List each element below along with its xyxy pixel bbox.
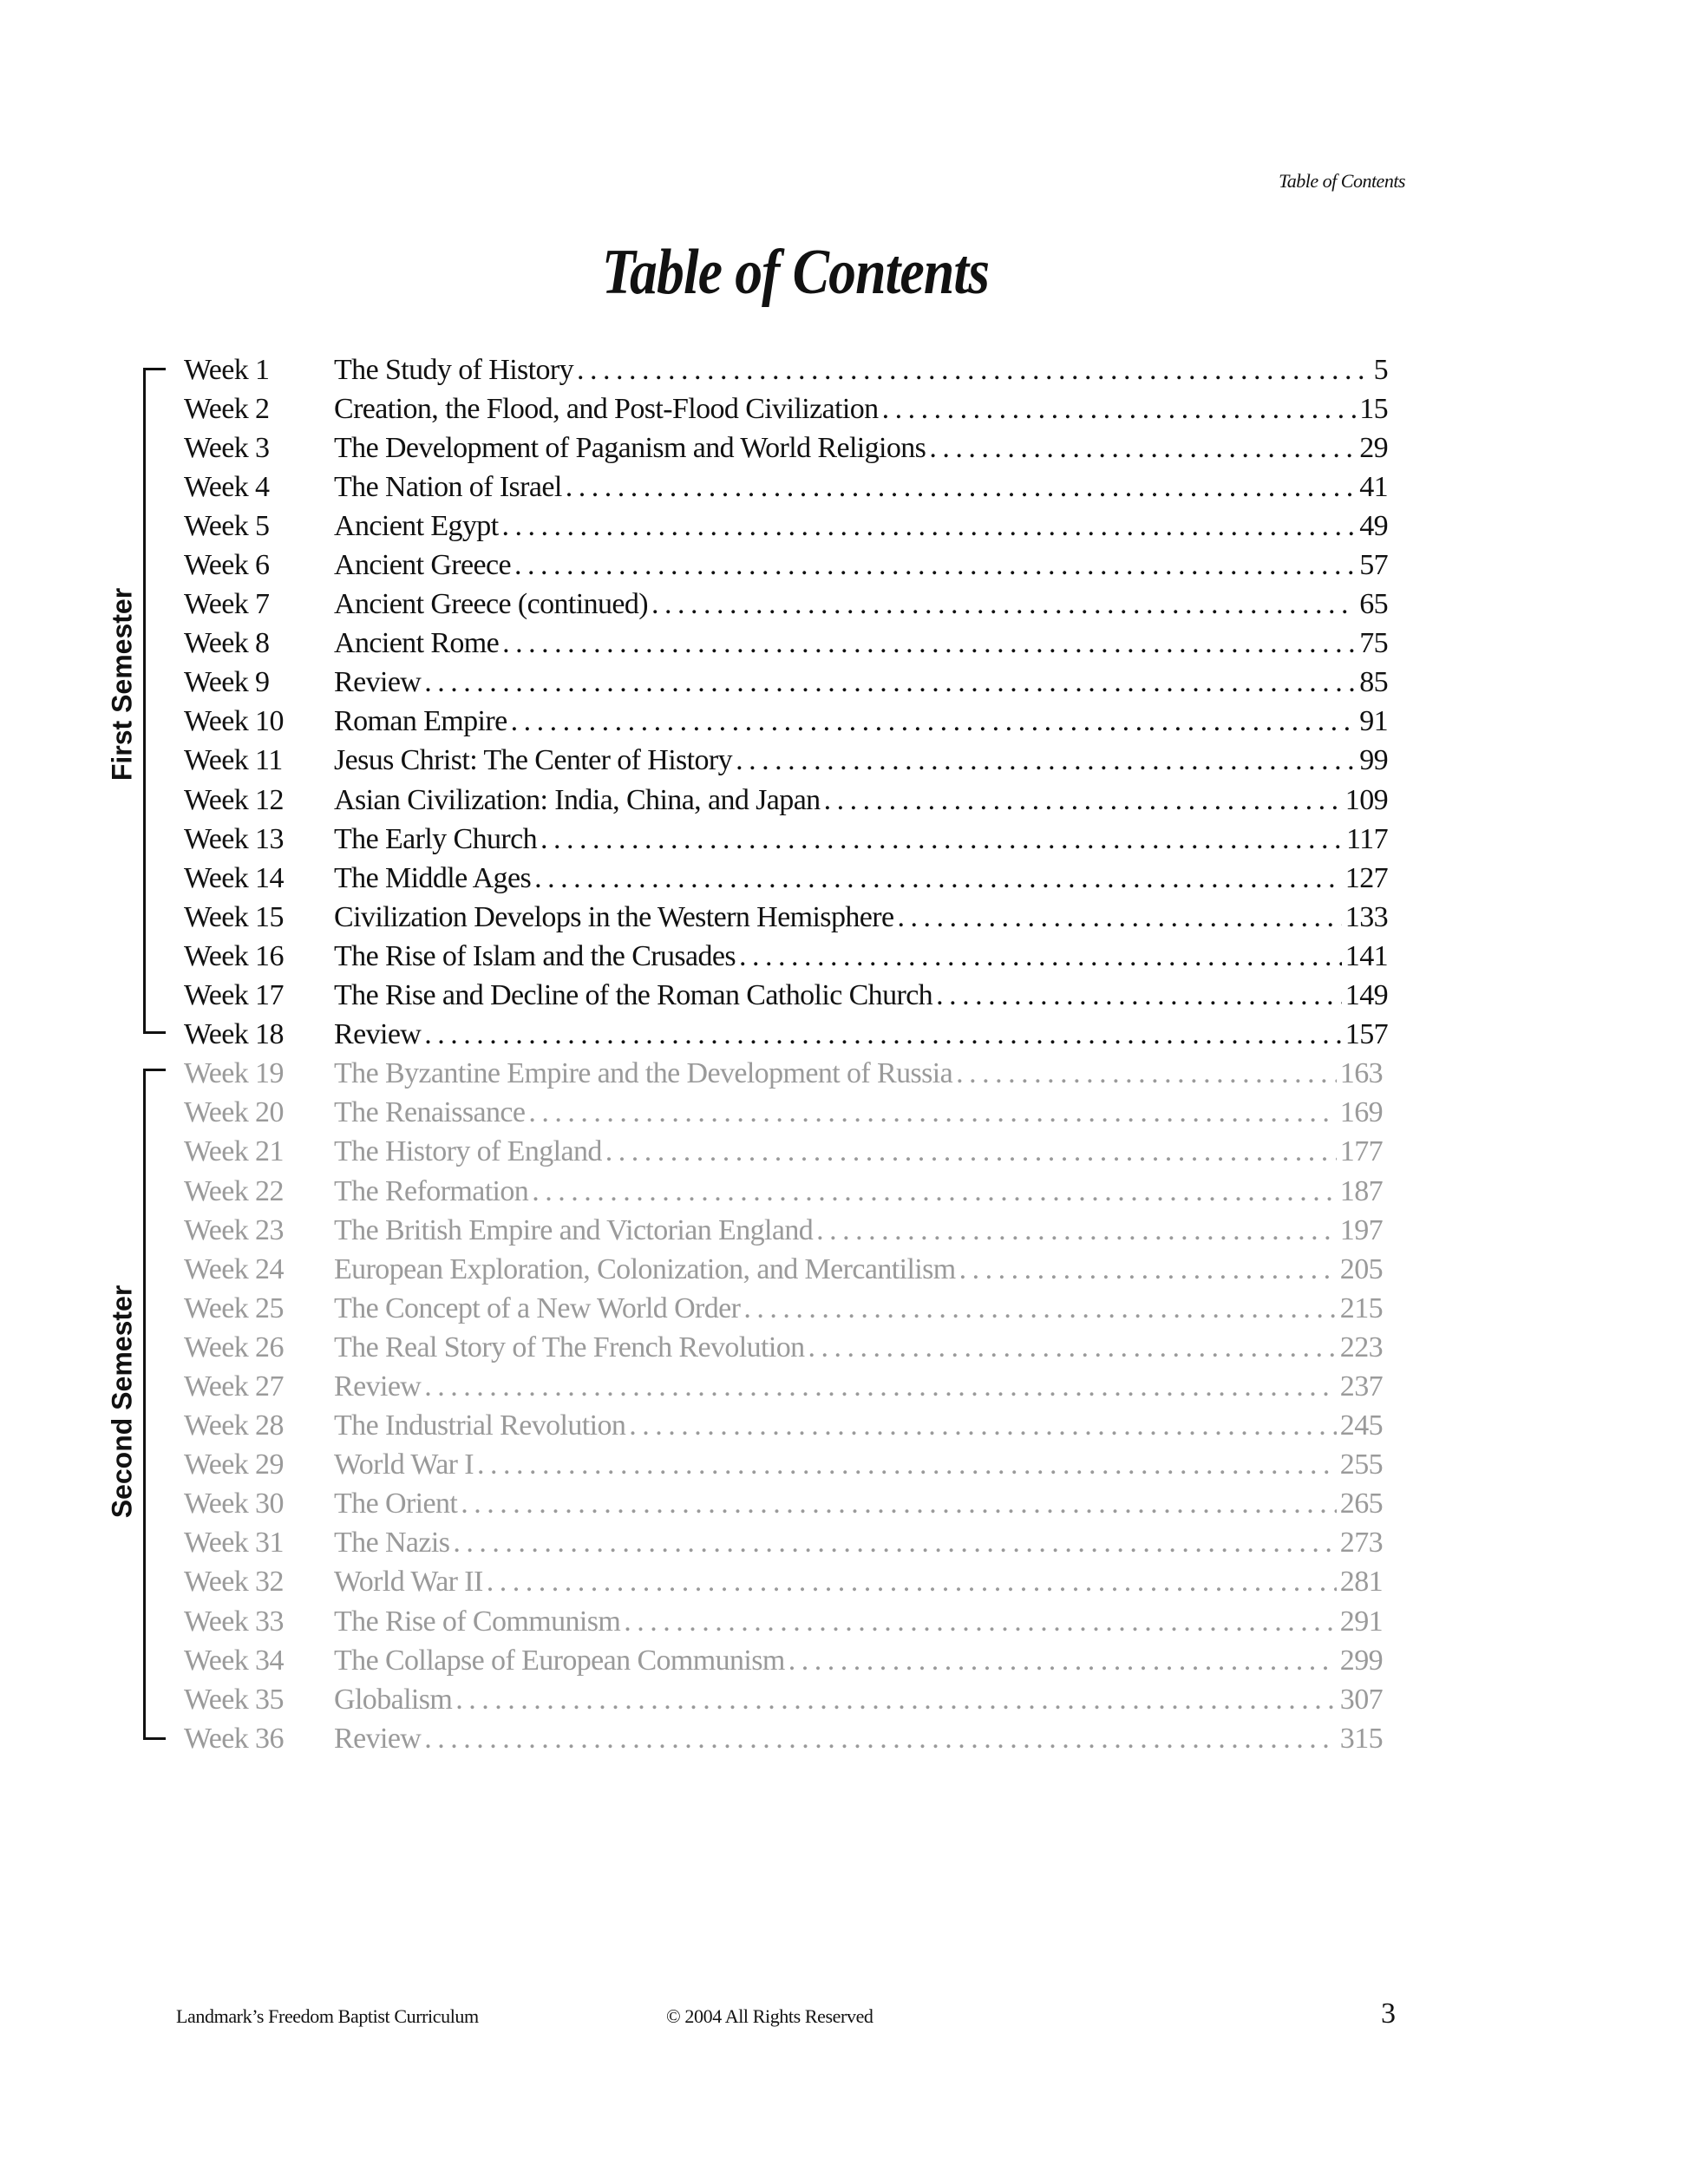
page-ref: 127: [1345, 861, 1388, 894]
dot-leader: [477, 1448, 1337, 1481]
toc-entry: [173, 742, 1388, 781]
toc-entry: [173, 585, 1388, 624]
dot-leader: [929, 432, 1356, 465]
dot-leader: [424, 666, 1356, 699]
week-label: Week 36: [184, 1722, 284, 1755]
dot-leader: [736, 744, 1356, 777]
entry-title: Review: [334, 666, 422, 699]
dot-leader: [502, 627, 1356, 660]
week-label: Week 1: [184, 353, 270, 386]
toc-entry: [173, 937, 1388, 976]
week-label: Week 17: [184, 979, 284, 1012]
footer-curriculum: Landmark’s Freedom Baptist Curriculum: [176, 2005, 479, 2027]
dot-leader: [605, 1135, 1337, 1168]
week-label: Week 16: [184, 939, 284, 972]
page-ref: 197: [1339, 1213, 1383, 1246]
page-ref: 65: [1359, 588, 1388, 621]
week-label: Week 27: [184, 1370, 284, 1403]
toc-entry: [173, 859, 1388, 898]
toc-entry: [173, 1680, 1388, 1719]
week-label: Week 29: [184, 1448, 284, 1481]
page-ref: 255: [1339, 1448, 1383, 1481]
page-ref: 223: [1339, 1331, 1383, 1363]
running-head: Table of Contents: [1279, 170, 1405, 192]
toc-entry: [173, 1094, 1388, 1133]
entry-title: The Nation of Israel: [334, 470, 562, 503]
dot-leader: [461, 1488, 1337, 1520]
entry-title: The Study of History: [334, 353, 574, 386]
page-ref: 163: [1339, 1057, 1383, 1090]
week-label: Week 18: [184, 1018, 284, 1051]
page-ref: 157: [1345, 1018, 1388, 1051]
week-label: Week 22: [184, 1174, 284, 1207]
dot-leader: [739, 940, 1342, 973]
entry-title: The Collapse of European Communism: [334, 1644, 785, 1677]
page-ref: 57: [1359, 549, 1388, 582]
toc-entry: [173, 1328, 1388, 1367]
toc-list: [173, 350, 1388, 1758]
dot-leader: [502, 510, 1357, 543]
page-title: Table of Contents: [601, 237, 990, 308]
footer-copyright: © 2004 All Rights Reserved: [666, 2005, 873, 2027]
entry-title: Civilization Develops in the Western Hemisphere: [334, 900, 894, 933]
page-ref: 91: [1359, 705, 1388, 738]
entry-title: The Renaissance: [334, 1096, 526, 1129]
entry-title: World War II: [334, 1566, 483, 1599]
page-ref: 281: [1339, 1566, 1383, 1599]
entry-title: Ancient Greece: [334, 549, 511, 582]
entry-title: Ancient Egypt: [334, 509, 499, 542]
dot-leader: [424, 1723, 1337, 1756]
dot-leader: [629, 1409, 1337, 1442]
dot-leader: [808, 1331, 1337, 1364]
week-label: Week 26: [184, 1331, 284, 1363]
toc-entry: [173, 1172, 1388, 1211]
toc-entry: [173, 898, 1388, 937]
dot-leader: [824, 784, 1342, 817]
dot-leader: [487, 1566, 1337, 1599]
page-ref: 205: [1339, 1252, 1383, 1285]
dot-leader: [528, 1096, 1336, 1129]
week-label: Week 4: [184, 470, 270, 503]
entry-title: Review: [334, 1722, 422, 1755]
dot-leader: [788, 1645, 1337, 1677]
toc-entry: [173, 1719, 1388, 1758]
entry-title: The Concept of a New World Order: [334, 1291, 741, 1324]
week-label: Week 2: [184, 392, 270, 425]
week-label: Week 15: [184, 900, 284, 933]
page-ref: 245: [1339, 1409, 1383, 1442]
dot-leader: [956, 1057, 1337, 1090]
week-label: Week 10: [184, 705, 284, 738]
week-label: Week 7: [184, 588, 270, 621]
entry-title: The Reformation: [334, 1174, 529, 1207]
dot-leader: [455, 1684, 1337, 1716]
week-label: Week 12: [184, 783, 284, 816]
page-ref: 117: [1346, 822, 1388, 855]
week-label: Week 11: [184, 744, 283, 777]
entry-title: Ancient Greece (continued): [334, 588, 648, 621]
page-ref: 85: [1359, 666, 1388, 699]
toc-entry: [173, 1211, 1388, 1250]
page-ref: 15: [1359, 392, 1388, 425]
page-ref: 99: [1359, 744, 1388, 777]
dot-leader: [540, 823, 1343, 856]
page-ref: 169: [1339, 1096, 1383, 1129]
week-label: Week 19: [184, 1057, 284, 1090]
entry-title: Ancient Rome: [334, 627, 500, 660]
entry-title: The Development of Paganism and World Religions: [334, 431, 926, 464]
entry-title: Asian Civilization: India, China, and Japan: [334, 783, 821, 816]
dot-leader: [424, 1370, 1337, 1403]
entry-title: World War I: [334, 1448, 474, 1481]
page-ref: 141: [1345, 939, 1388, 972]
entry-title: Review: [334, 1018, 422, 1051]
toc-entry: [173, 1133, 1388, 1172]
page-ref: 149: [1345, 979, 1388, 1012]
page-ref: 307: [1339, 1683, 1383, 1716]
page-ref: 187: [1339, 1174, 1383, 1207]
page-ref: 133: [1345, 900, 1388, 933]
week-label: Week 25: [184, 1291, 284, 1324]
toc-entry: [173, 664, 1388, 703]
page-ref: 177: [1339, 1135, 1383, 1168]
week-label: Week 3: [184, 431, 270, 464]
toc-entry: [173, 546, 1388, 585]
toc-entry: [173, 1446, 1388, 1485]
entry-title: The Rise of Islam and the Crusades: [334, 939, 736, 972]
toc-entry: [173, 1250, 1388, 1289]
week-label: Week 5: [184, 509, 270, 542]
toc-entry: [173, 781, 1388, 820]
entry-title: The Byzantine Empire and the Development of Russia: [334, 1057, 953, 1090]
dot-leader: [534, 862, 1342, 895]
entry-title: Creation, the Flood, and Post-Flood Civilization: [334, 392, 879, 425]
page-ref: 49: [1359, 509, 1388, 542]
dot-leader: [511, 705, 1357, 738]
page-ref: 75: [1359, 627, 1388, 660]
toc-entry: [173, 1485, 1388, 1524]
dot-leader: [532, 1175, 1337, 1208]
toc-entry: [173, 624, 1388, 664]
toc-entry: [173, 468, 1388, 507]
entry-title: The Middle Ages: [334, 861, 532, 894]
page-ref: 299: [1339, 1644, 1383, 1677]
week-label: Week 13: [184, 822, 284, 855]
dot-leader: [424, 1018, 1342, 1051]
toc-entry: [173, 428, 1388, 468]
dot-leader: [651, 588, 1356, 621]
week-label: Week 14: [184, 861, 284, 894]
week-label: Week 20: [184, 1096, 284, 1129]
week-label: Week 9: [184, 666, 270, 699]
entry-title: Globalism: [334, 1683, 453, 1716]
week-label: Week 23: [184, 1213, 284, 1246]
entry-title: The Rise and Decline of the Roman Catholic Church: [334, 979, 933, 1012]
entry-title: Review: [334, 1370, 422, 1403]
entry-title: The Early Church: [334, 822, 537, 855]
second-semester-label: Second Semester: [106, 1285, 138, 1519]
toc-entry: [173, 1367, 1388, 1406]
dot-leader: [743, 1292, 1336, 1325]
toc-entry: [173, 1524, 1388, 1563]
entry-title: The Nazis: [334, 1527, 450, 1560]
first-semester-bracket: [143, 368, 146, 1034]
dot-leader: [453, 1527, 1336, 1560]
entry-title: The Rise of Communism: [334, 1605, 621, 1638]
toc-entry: [173, 1641, 1388, 1680]
page-number: 3: [1381, 1998, 1396, 2030]
dot-leader: [897, 901, 1341, 934]
first-semester-label: First Semester: [106, 587, 138, 781]
toc-entry: [173, 1016, 1388, 1055]
dot-leader: [816, 1214, 1337, 1247]
entry-title: The Industrial Revolution: [334, 1409, 626, 1442]
week-label: Week 21: [184, 1135, 284, 1168]
dot-leader: [624, 1605, 1337, 1638]
week-label: Week 35: [184, 1683, 284, 1716]
week-label: Week 6: [184, 549, 270, 582]
dot-leader: [566, 471, 1356, 504]
page-ref: 315: [1339, 1722, 1383, 1755]
entry-title: The Orient: [334, 1488, 458, 1520]
week-label: Week 32: [184, 1566, 284, 1599]
page-ref: 291: [1339, 1605, 1383, 1638]
week-label: Week 33: [184, 1605, 284, 1638]
page-ref: 41: [1359, 470, 1388, 503]
toc-entry: [173, 1563, 1388, 1602]
week-label: Week 34: [184, 1644, 284, 1677]
page-ref: 29: [1359, 431, 1388, 464]
toc-entry: [173, 1602, 1388, 1641]
entry-title: Roman Empire: [334, 705, 507, 738]
page-ref: 273: [1339, 1527, 1383, 1560]
toc-entry: [173, 703, 1388, 742]
toc-entry: [173, 977, 1388, 1016]
toc-entry: [173, 1289, 1388, 1328]
toc-entry: [173, 389, 1388, 428]
dot-leader: [959, 1253, 1337, 1286]
toc-entry: [173, 507, 1388, 546]
week-label: Week 24: [184, 1252, 284, 1285]
dot-leader: [936, 979, 1342, 1012]
entry-title: The History of England: [334, 1135, 602, 1168]
page-ref: 265: [1339, 1488, 1383, 1520]
entry-title: Jesus Christ: The Center of History: [334, 744, 733, 777]
second-semester-bracket: [143, 1069, 146, 1740]
entry-title: The Real Story of The French Revolution: [334, 1331, 805, 1363]
week-label: Week 28: [184, 1409, 284, 1442]
page-ref: 5: [1373, 353, 1388, 386]
toc-entry: [173, 1407, 1388, 1446]
toc-entry: [173, 1055, 1388, 1094]
toc-entry: [173, 350, 1388, 389]
week-label: Week 31: [184, 1527, 284, 1560]
dot-leader: [577, 354, 1371, 387]
week-label: Week 30: [184, 1488, 284, 1520]
week-label: Week 8: [184, 627, 270, 660]
entry-title: The British Empire and Victorian England: [334, 1213, 814, 1246]
page-ref: 215: [1339, 1291, 1383, 1324]
toc-entry: [173, 820, 1388, 859]
dot-leader: [882, 393, 1357, 426]
page-ref: 109: [1345, 783, 1388, 816]
entry-title: European Exploration, Colonization, and Mercantilism: [334, 1252, 956, 1285]
page-ref: 237: [1339, 1370, 1383, 1403]
dot-leader: [514, 549, 1356, 582]
